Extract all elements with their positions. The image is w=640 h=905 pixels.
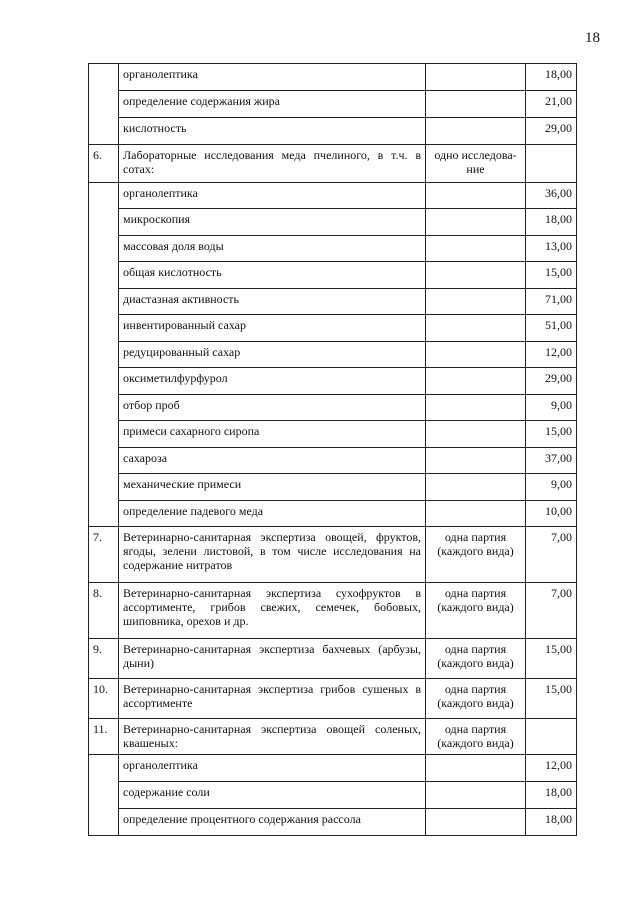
service-name: механические примеси (119, 474, 426, 501)
price: 36,00 (526, 183, 577, 209)
price: 18,00 (526, 209, 577, 236)
unit-of-measure: одна партия (каждого вида) (426, 583, 526, 639)
table-row (89, 583, 577, 639)
unit-of-measure (426, 448, 526, 474)
row-number: 8. (89, 583, 119, 639)
unit-of-measure (426, 183, 526, 209)
unit-of-measure: одно исследова-ние (426, 145, 526, 183)
price: 15,00 (526, 262, 577, 289)
row-number-empty (89, 755, 119, 836)
unit-of-measure (426, 315, 526, 342)
row-number: 7. (89, 527, 119, 583)
table-row (89, 368, 577, 395)
service-name: общая кислотность (119, 262, 426, 289)
price: 29,00 (526, 368, 577, 395)
price: 13,00 (526, 236, 577, 262)
price: 15,00 (526, 679, 577, 719)
unit-of-measure (426, 236, 526, 262)
unit-of-measure (426, 501, 526, 527)
table-row (89, 782, 577, 809)
service-name: определение содержания жира (119, 91, 426, 118)
unit-of-measure: одна партия (каждого вида) (426, 679, 526, 719)
service-name: Ветеринарно-санитарная экспертиза сухофруктов в ассортименте, грибов свежих, семечек, бобовых, шиповника, орехов и др. (119, 583, 426, 639)
unit-of-measure (426, 782, 526, 809)
unit-of-measure (426, 262, 526, 289)
table-row (89, 315, 577, 342)
price: 10,00 (526, 501, 577, 527)
table-row (89, 91, 577, 118)
table-row (89, 64, 577, 91)
price-table (88, 63, 577, 836)
unit-of-measure (426, 342, 526, 368)
unit-of-measure (426, 91, 526, 118)
price: 21,00 (526, 91, 577, 118)
service-name: массовая доля воды (119, 236, 426, 262)
price: 51,00 (526, 315, 577, 342)
price: 18,00 (526, 782, 577, 809)
row-number-empty (89, 64, 119, 145)
table-row (89, 395, 577, 421)
service-name: примеси сахарного сиропа (119, 421, 426, 448)
table-row (89, 421, 577, 448)
service-name: инвентированный сахар (119, 315, 426, 342)
service-name: содержание соли (119, 782, 426, 809)
table-row (89, 289, 577, 315)
unit-of-measure (426, 755, 526, 782)
service-name: органолептика (119, 183, 426, 209)
unit-of-measure (426, 809, 526, 836)
service-name: Ветеринарно-санитарная экспертиза овощей соленых, квашеных: (119, 719, 426, 755)
unit-of-measure (426, 395, 526, 421)
row-number: 10. (89, 679, 119, 719)
price: 12,00 (526, 755, 577, 782)
service-name: органолептика (119, 755, 426, 782)
service-name: оксиметилфурфурол (119, 368, 426, 395)
table-row (89, 118, 577, 145)
unit-of-measure (426, 289, 526, 315)
service-name: Ветеринарно-санитарная экспертиза овощей, фруктов, ягоды, зелени листовой, в том числе исследования на содержание нитратов (119, 527, 426, 583)
service-name: микроскопия (119, 209, 426, 236)
price: 18,00 (526, 64, 577, 91)
table-row (89, 183, 577, 209)
table-row (89, 342, 577, 368)
service-name: редуцированный сахар (119, 342, 426, 368)
price: 12,00 (526, 342, 577, 368)
table-row (89, 501, 577, 527)
unit-of-measure (426, 421, 526, 448)
row-number-empty (89, 183, 119, 527)
table-row (89, 639, 577, 679)
price (526, 145, 577, 183)
unit-of-measure (426, 368, 526, 395)
service-name: диастазная активность (119, 289, 426, 315)
table-row (89, 145, 577, 183)
page-number: 18 (585, 30, 600, 46)
table-row (89, 755, 577, 782)
service-name: Ветеринарно-санитарная экспертиза бахчевых (арбузы, дыни) (119, 639, 426, 679)
price: 7,00 (526, 527, 577, 583)
price: 9,00 (526, 474, 577, 501)
service-name: определение падевого меда (119, 501, 426, 527)
price: 37,00 (526, 448, 577, 474)
table-row (89, 679, 577, 719)
price: 71,00 (526, 289, 577, 315)
service-name: кислотность (119, 118, 426, 145)
table-row (89, 209, 577, 236)
table-row (89, 527, 577, 583)
table-row (89, 809, 577, 836)
unit-of-measure: одна партия (каждого вида) (426, 639, 526, 679)
unit-of-measure (426, 209, 526, 236)
row-number: 11. (89, 719, 119, 755)
unit-of-measure (426, 118, 526, 145)
price: 15,00 (526, 639, 577, 679)
price: 9,00 (526, 395, 577, 421)
row-number: 6. (89, 145, 119, 183)
unit-of-measure (426, 474, 526, 501)
unit-of-measure (426, 64, 526, 91)
table-row (89, 448, 577, 474)
table-row (89, 719, 577, 755)
service-name: Ветеринарно-санитарная экспертиза грибов сушеных в ассортименте (119, 679, 426, 719)
unit-of-measure: одна партия (каждого вида) (426, 527, 526, 583)
price: 7,00 (526, 583, 577, 639)
table-row (89, 474, 577, 501)
table-body (89, 64, 577, 836)
service-name: определение процентного содержания рассола (119, 809, 426, 836)
service-name: сахароза (119, 448, 426, 474)
service-name: Лабораторные исследования меда пчелиного, в т.ч. в сотах: (119, 145, 426, 183)
price: 29,00 (526, 118, 577, 145)
price: 15,00 (526, 421, 577, 448)
price (526, 719, 577, 755)
service-name: органолептика (119, 64, 426, 91)
table-row (89, 262, 577, 289)
unit-of-measure: одна партия (каждого вида) (426, 719, 526, 755)
price: 18,00 (526, 809, 577, 836)
table-row (89, 236, 577, 262)
row-number: 9. (89, 639, 119, 679)
service-name: отбор проб (119, 395, 426, 421)
